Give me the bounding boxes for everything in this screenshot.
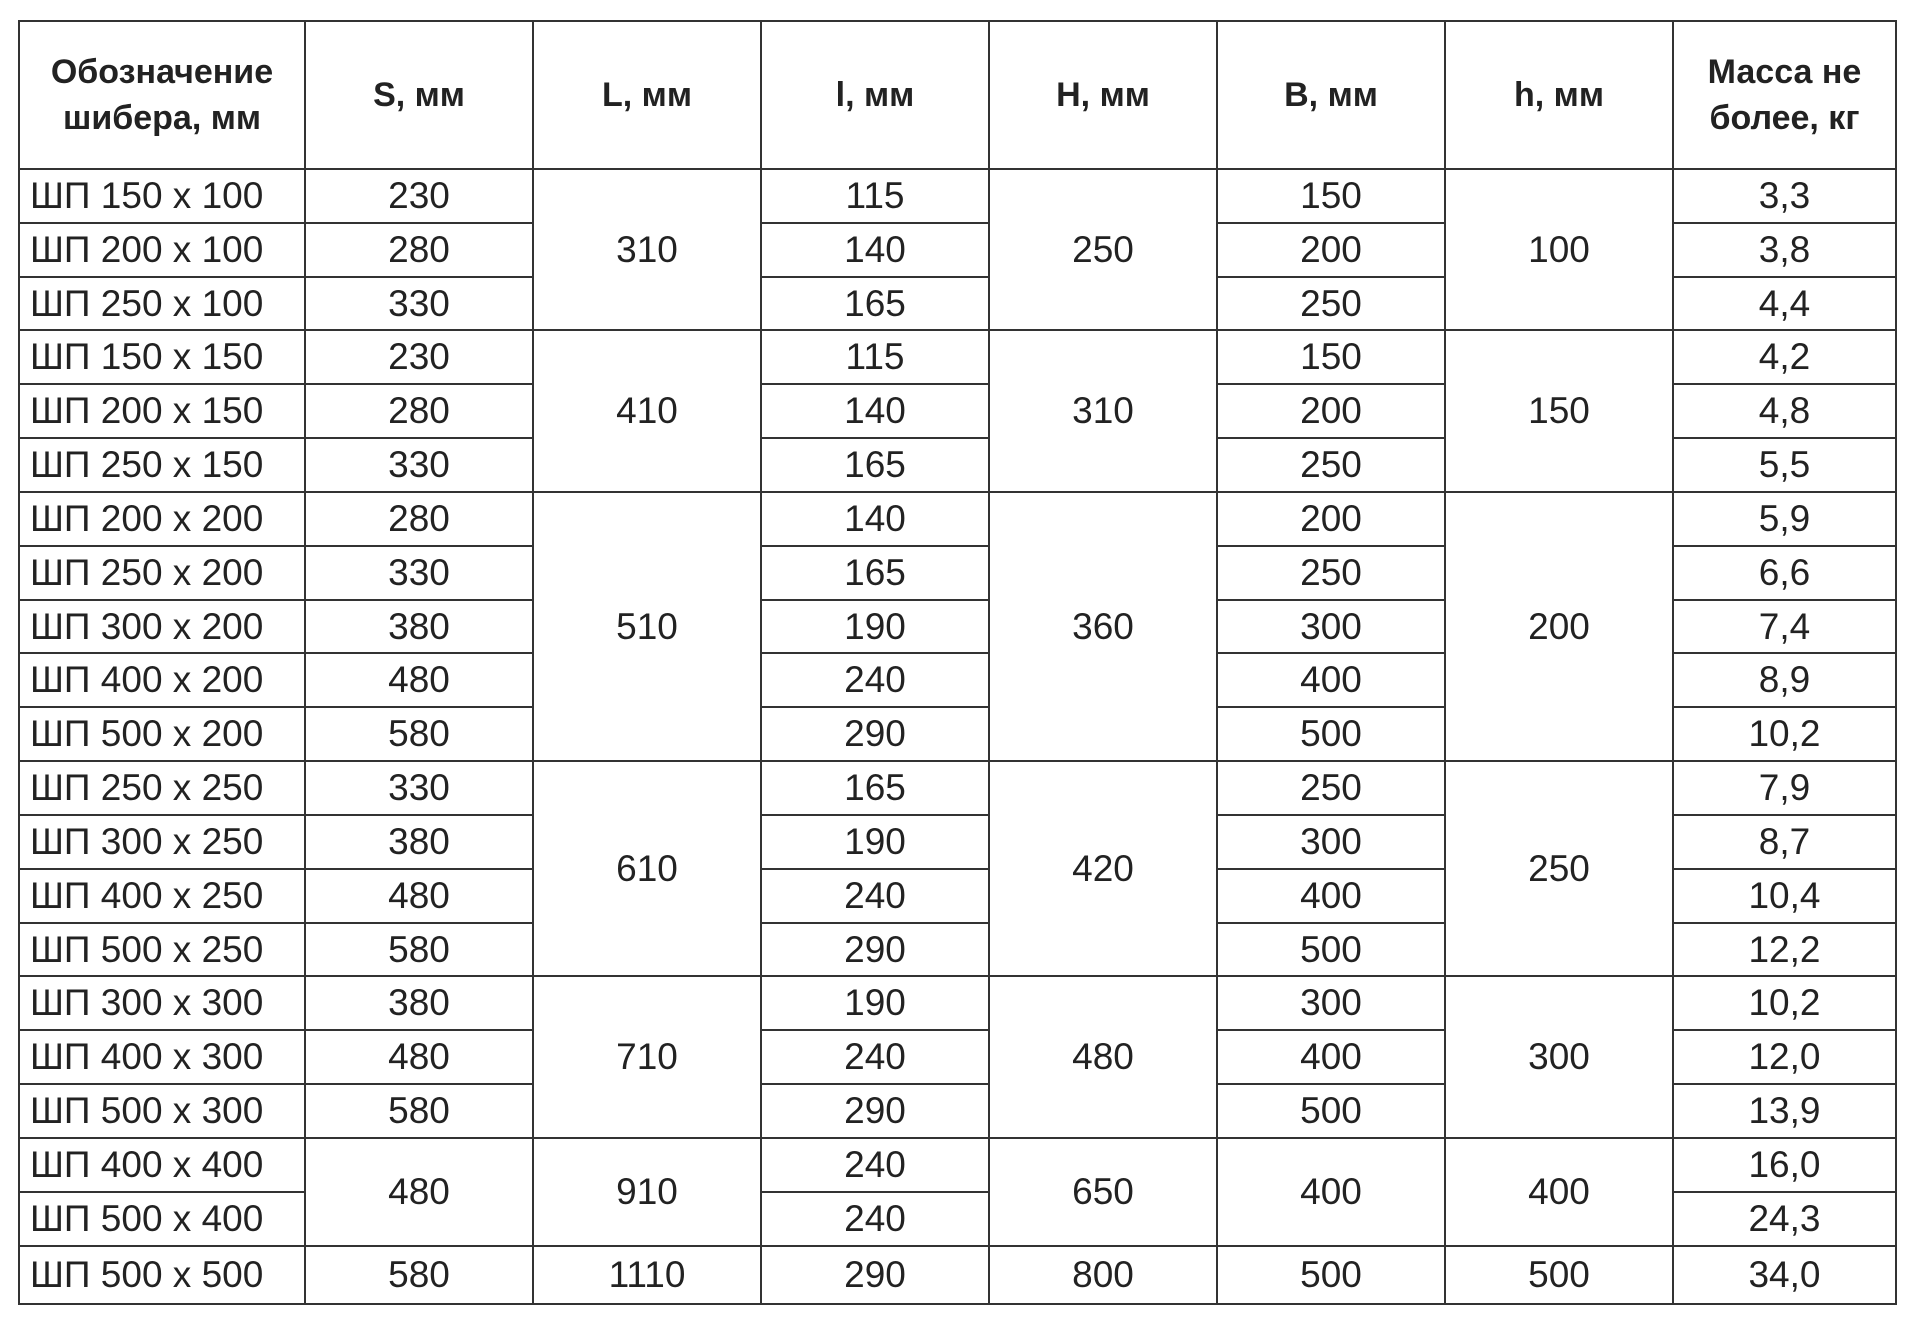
cell-h-small: 250 [1445, 761, 1673, 976]
cell-b: 300 [1217, 976, 1445, 1030]
table-row [19, 1246, 1896, 1304]
cell-mass: 4,4 [1673, 277, 1896, 331]
cell-s: 330 [305, 438, 533, 492]
cell-b: 500 [1217, 1246, 1445, 1304]
table-row [19, 976, 1896, 1030]
cell-designation: ШП 400 х 400 [19, 1138, 305, 1192]
cell-b: 300 [1217, 600, 1445, 654]
cell-l-length: 310 [533, 169, 761, 330]
cell-h-height: 250 [989, 169, 1217, 330]
header-l-small: l, мм [761, 21, 989, 169]
cell-s: 280 [305, 492, 533, 546]
cell-s: 580 [305, 1084, 533, 1138]
cell-h-small: 500 [1445, 1246, 1673, 1304]
cell-designation: ШП 300 х 300 [19, 976, 305, 1030]
cell-b: 200 [1217, 384, 1445, 438]
cell-l-length: 710 [533, 976, 761, 1137]
cell-l-length: 510 [533, 492, 761, 761]
cell-mass: 12,2 [1673, 923, 1896, 977]
cell-designation: ШП 300 х 250 [19, 815, 305, 869]
cell-designation: ШП 150 х 100 [19, 169, 305, 223]
cell-mass: 10,2 [1673, 707, 1896, 761]
cell-designation: ШП 500 х 200 [19, 707, 305, 761]
cell-b: 500 [1217, 923, 1445, 977]
cell-mass: 3,8 [1673, 223, 1896, 277]
cell-b: 200 [1217, 492, 1445, 546]
cell-s: 480 [305, 1138, 533, 1246]
cell-mass: 5,9 [1673, 492, 1896, 546]
cell-mass: 7,4 [1673, 600, 1896, 654]
cell-l-small: 165 [761, 546, 989, 600]
cell-h-small: 200 [1445, 492, 1673, 761]
table-row [19, 761, 1896, 815]
cell-b: 250 [1217, 438, 1445, 492]
cell-l-small: 290 [761, 1084, 989, 1138]
cell-b: 500 [1217, 707, 1445, 761]
cell-l-small: 115 [761, 330, 989, 384]
cell-l-small: 240 [761, 1138, 989, 1192]
cell-h-height: 360 [989, 492, 1217, 761]
cell-b: 200 [1217, 223, 1445, 277]
cell-designation: ШП 250 х 150 [19, 438, 305, 492]
cell-h-height: 480 [989, 976, 1217, 1137]
cell-mass: 12,0 [1673, 1030, 1896, 1084]
cell-b: 250 [1217, 277, 1445, 331]
table-row [19, 330, 1896, 384]
cell-s: 330 [305, 546, 533, 600]
cell-l-length: 410 [533, 330, 761, 491]
header-l-length: L, мм [533, 21, 761, 169]
cell-mass: 8,7 [1673, 815, 1896, 869]
cell-l-small: 190 [761, 600, 989, 654]
damper-dimensions-table [18, 20, 1897, 1305]
cell-l-small: 240 [761, 869, 989, 923]
header-s: S, мм [305, 21, 533, 169]
cell-designation: ШП 200 х 100 [19, 223, 305, 277]
table-row [19, 492, 1896, 546]
cell-designation: ШП 500 х 500 [19, 1246, 305, 1304]
cell-designation: ШП 250 х 250 [19, 761, 305, 815]
cell-s: 580 [305, 1246, 533, 1304]
cell-s: 230 [305, 169, 533, 223]
cell-l-length: 1110 [533, 1246, 761, 1304]
cell-l-small: 140 [761, 492, 989, 546]
cell-designation: ШП 400 х 200 [19, 653, 305, 707]
header-designation: Обозначение шибера, мм [19, 21, 305, 169]
cell-s: 380 [305, 600, 533, 654]
cell-designation: ШП 500 х 400 [19, 1192, 305, 1246]
cell-b: 400 [1217, 1030, 1445, 1084]
cell-s: 480 [305, 1030, 533, 1084]
cell-b: 150 [1217, 330, 1445, 384]
cell-l-small: 165 [761, 761, 989, 815]
cell-h-small: 100 [1445, 169, 1673, 330]
cell-designation: ШП 300 х 200 [19, 600, 305, 654]
cell-mass: 16,0 [1673, 1138, 1896, 1192]
cell-h-height: 650 [989, 1138, 1217, 1246]
header-h-small: h, мм [1445, 21, 1673, 169]
header-row [19, 21, 1896, 169]
cell-mass: 7,9 [1673, 761, 1896, 815]
cell-designation: ШП 400 х 250 [19, 869, 305, 923]
cell-h-small: 400 [1445, 1138, 1673, 1246]
cell-s: 380 [305, 976, 533, 1030]
cell-designation: ШП 500 х 300 [19, 1084, 305, 1138]
cell-mass: 10,4 [1673, 869, 1896, 923]
cell-h-small: 150 [1445, 330, 1673, 491]
cell-mass: 3,3 [1673, 169, 1896, 223]
cell-s: 480 [305, 653, 533, 707]
cell-mass: 6,6 [1673, 546, 1896, 600]
cell-designation: ШП 150 х 150 [19, 330, 305, 384]
cell-l-length: 910 [533, 1138, 761, 1246]
cell-designation: ШП 200 х 200 [19, 492, 305, 546]
cell-s: 380 [305, 815, 533, 869]
cell-l-small: 290 [761, 707, 989, 761]
header-h-height: H, мм [989, 21, 1217, 169]
cell-mass: 4,2 [1673, 330, 1896, 384]
cell-s: 280 [305, 223, 533, 277]
cell-s: 580 [305, 707, 533, 761]
cell-h-height: 310 [989, 330, 1217, 491]
cell-l-small: 165 [761, 438, 989, 492]
cell-h-height: 420 [989, 761, 1217, 976]
cell-s: 330 [305, 277, 533, 331]
table-row [19, 169, 1896, 223]
cell-s: 580 [305, 923, 533, 977]
cell-l-length: 610 [533, 761, 761, 976]
cell-mass: 34,0 [1673, 1246, 1896, 1304]
cell-l-small: 240 [761, 1030, 989, 1084]
cell-l-small: 190 [761, 976, 989, 1030]
cell-b: 400 [1217, 869, 1445, 923]
cell-l-small: 190 [761, 815, 989, 869]
cell-l-small: 290 [761, 923, 989, 977]
cell-b: 400 [1217, 1138, 1445, 1246]
cell-mass: 5,5 [1673, 438, 1896, 492]
cell-designation: ШП 250 х 200 [19, 546, 305, 600]
header-b: B, мм [1217, 21, 1445, 169]
cell-b: 500 [1217, 1084, 1445, 1138]
cell-designation: ШП 500 х 250 [19, 923, 305, 977]
cell-b: 150 [1217, 169, 1445, 223]
cell-mass: 4,8 [1673, 384, 1896, 438]
cell-designation: ШП 200 х 150 [19, 384, 305, 438]
cell-l-small: 165 [761, 277, 989, 331]
cell-mass: 10,2 [1673, 976, 1896, 1030]
header-mass: Масса не более, кг [1673, 21, 1896, 169]
cell-l-small: 140 [761, 384, 989, 438]
cell-l-small: 115 [761, 169, 989, 223]
cell-b: 300 [1217, 815, 1445, 869]
table-row [19, 1138, 1896, 1192]
cell-l-small: 240 [761, 653, 989, 707]
cell-designation: ШП 400 х 300 [19, 1030, 305, 1084]
cell-b: 250 [1217, 761, 1445, 815]
cell-mass: 8,9 [1673, 653, 1896, 707]
cell-b: 400 [1217, 653, 1445, 707]
cell-s: 230 [305, 330, 533, 384]
cell-s: 330 [305, 761, 533, 815]
cell-h-small: 300 [1445, 976, 1673, 1137]
cell-h-height: 800 [989, 1246, 1217, 1304]
cell-designation: ШП 250 х 100 [19, 277, 305, 331]
cell-mass: 24,3 [1673, 1192, 1896, 1246]
cell-s: 480 [305, 869, 533, 923]
cell-s: 280 [305, 384, 533, 438]
cell-mass: 13,9 [1673, 1084, 1896, 1138]
cell-l-small: 140 [761, 223, 989, 277]
cell-b: 250 [1217, 546, 1445, 600]
cell-l-small: 290 [761, 1246, 989, 1304]
cell-l-small: 240 [761, 1192, 989, 1246]
